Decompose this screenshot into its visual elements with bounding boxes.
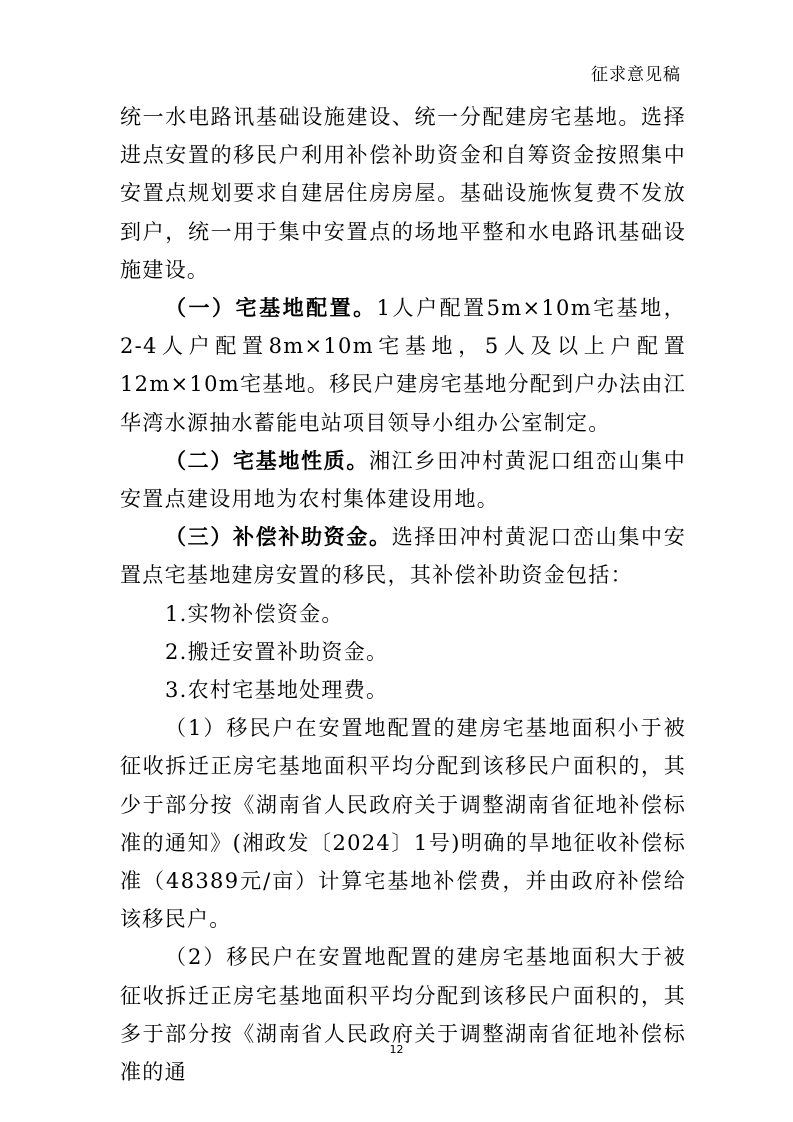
paragraph-intro: 统一水电路讯基础设施建设、统一分配建房宅基地。选择进点安置的移民户利用补偿补助资金和自筹资金按照集中安置点规划要求自建居住房房屋。基础设施恢复费不发放到户，统一用于集中安置点的场地平整和水电路讯基础设施建设。	[120, 105, 686, 282]
page-number: 12	[389, 1043, 404, 1056]
paragraph-text: 选择田冲村黄泥口峦山集中安置点宅基地建房安置的移民，其补偿补助资金包括：	[120, 525, 687, 588]
paragraph-homestead-nature	[120, 442, 686, 518]
paragraph-text: 1人户配置5m×10m宅基地，2-4人户配置8m×10m宅基地，5人及以上户配置12m×10m宅基地。移民户建房宅基地分配到户办法由江华湾水源抽水蓄能电站项目领导小组办公室制定。	[120, 296, 686, 435]
list-item-1: 1.实物补偿资金。	[165, 601, 344, 626]
document-body	[120, 98, 686, 1091]
list-item-2: 2.搬迁安置补助资金。	[165, 639, 389, 664]
list-item-3: 3.农村宅基地处理费。	[165, 678, 389, 703]
draft-label: 征求意见稿	[591, 65, 681, 85]
section-heading: （三）补偿补助资金。	[165, 524, 392, 550]
section-heading: （二）宅基地性质。	[165, 447, 370, 473]
paragraph-sub-item-2: （2）移民户在安置地配置的建房宅基地面积大于被征收拆迁正房宅基地面积平均分配到该移民户面积的，其多于部分按《湖南省人民政府关于调整湖南省征地补偿标准的通	[120, 945, 686, 1085]
paragraph-text: 湘江乡田冲村黄泥口组峦山集中安置点建设用地为农村集体建设用地。	[120, 448, 686, 512]
paragraph-homestead-allocation	[120, 289, 686, 442]
section-heading: （一）宅基地配置。	[165, 295, 377, 321]
paragraph-compensation-funds	[120, 518, 686, 594]
paragraph-sub-item-1: （1）移民户在安置地配置的建房宅基地面积小于被征收拆迁正房宅基地面积平均分配到该移民户面积的，其少于部分按《湖南省人民政府关于调整湖南省征地补偿标准的通知》(湘政发〔2024〕1号)明确的旱地征收补偿标准（48389元/亩）计算宅基地补偿费，并由政府补偿给该移民户。	[120, 716, 686, 932]
